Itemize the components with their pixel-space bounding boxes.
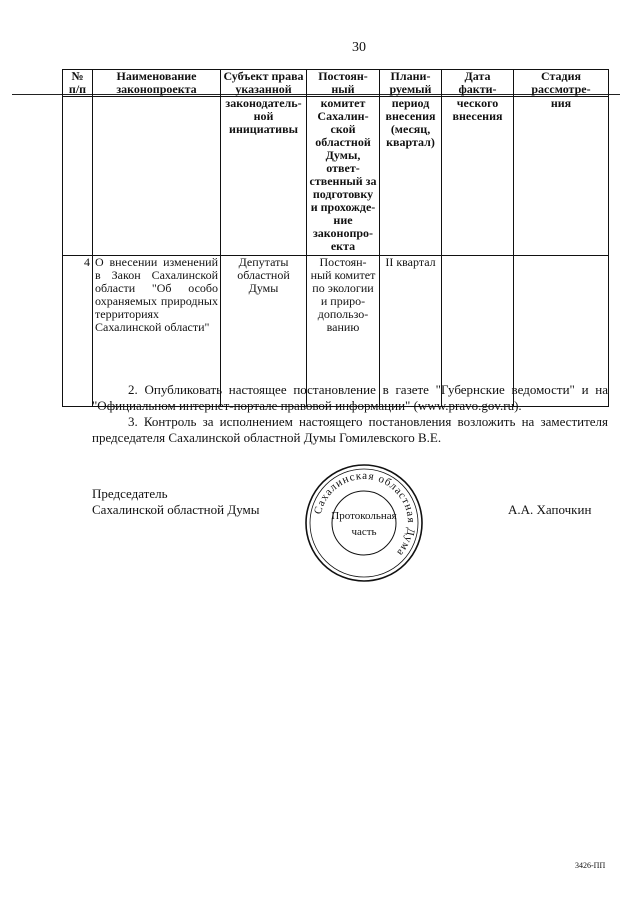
page-number: 30 <box>352 40 366 55</box>
header-cont-actual-date: ческого внесения <box>442 97 514 256</box>
header-period: Плани- руемый <box>380 70 442 97</box>
header-name: Наименование законопроекта <box>93 70 221 97</box>
signature-position-line1: Председатель <box>92 486 168 501</box>
row-subject: Депутаты областной Думы <box>221 256 307 407</box>
header-cont-num <box>63 97 93 256</box>
paragraph-control: 3. Контроль за исполнением настоящего постановления возложить на заместителя председателя Сахалинской областной Думы Гомилевского В.Е. <box>92 414 608 445</box>
header-stage: Стадия рассмотре- <box>514 70 609 97</box>
document-code: 3426-ПП <box>575 861 606 870</box>
header-num: № п/п <box>63 70 93 97</box>
stamp-center-line2: часть <box>351 526 377 538</box>
row-committee: Постоян- ный комитет по экологии и приро- допользо- ванию <box>307 256 380 407</box>
header-cont-stage: ния <box>514 97 609 256</box>
header-cont-subject: законодатель- ной инициативы <box>221 97 307 256</box>
stamp-center-line1: Протокольная <box>331 510 397 522</box>
signature-name: А.А. Хапочкин <box>508 502 592 517</box>
header-cont-committee: комитет Сахалин- ской областной Думы, ответ- ственный за подготовку и прохожде- ние законопро- екта <box>307 97 380 256</box>
header-actual-date: Дата факти- <box>442 70 514 97</box>
header-cont-name <box>93 97 221 256</box>
header-subject: Субъект права указанной <box>221 70 307 97</box>
stamp <box>303 462 425 584</box>
row-period: II квартал <box>380 256 442 407</box>
header-committee: Постоян- ный <box>307 70 380 97</box>
row-name: О внесении изменений в Закон Сахалинской области "Об особо охраняемых природных территориях Сахалинской области" <box>93 256 221 407</box>
stamp-ring-text: Сахалинская областная Дума <box>311 469 418 559</box>
bill-table <box>62 69 609 407</box>
row-num: 4 <box>63 256 93 407</box>
table-header-row <box>63 70 609 97</box>
header-cont-period: период внесения (месяц, квартал) <box>380 97 442 256</box>
signature-position-line2: Сахалинской областной Думы <box>92 502 260 517</box>
paragraph-publish: 2. Опубликовать настоящее постановление в газете "Губернские ведомости" и на "Официальном интернет-портале правовой информации" (www.pravo.gov.ru). <box>92 382 608 413</box>
table-header-continuation-row <box>63 97 609 256</box>
